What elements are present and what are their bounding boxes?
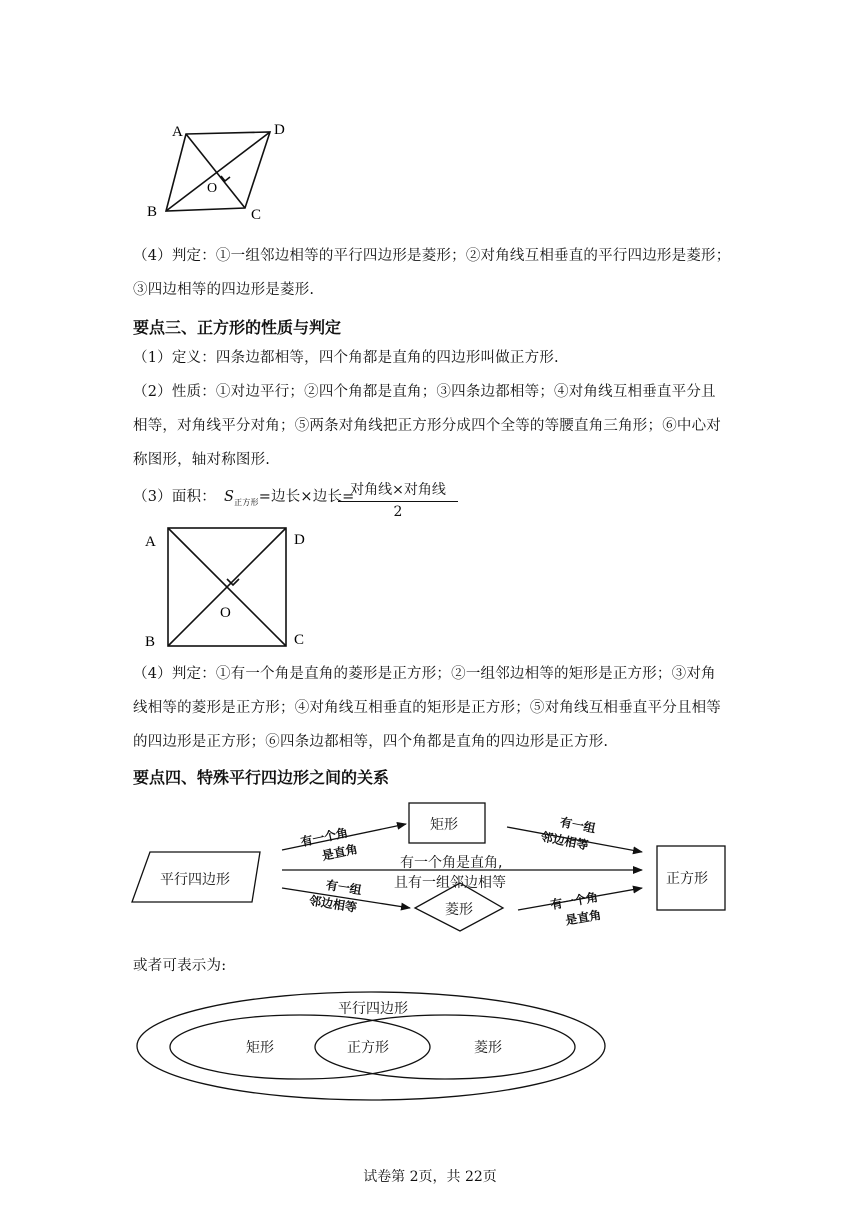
label-b: B [147,204,158,220]
arrow-mid-label-2: 且有一组邻边相等 [394,875,506,891]
area-s: S [223,489,235,505]
square-definition: （1）定义：四条边都相等，四个角都是直角的四边形叫做正方形. [133,350,559,366]
square-property-line1: （2）性质：①对边平行；②四个角都是直角；③四条边都相等；④对角线互相垂直平分且 [133,384,716,400]
area-mid: =边长×边长= [258,489,355,505]
label-a: A [172,124,183,140]
arrow-top-right-label-2: 邻边相等 [539,829,590,853]
square-judge-line1: （4）判定：①有一个角是直角的菱形是正方形；②一组邻边相等的矩形是正方形；③对角 [133,666,716,682]
square-judge-line3: 的四边形是正方形；⑥四条边都相等，四个角都是直角的四边形是正方形. [133,734,609,750]
arrow-mid-label-1: 有一个角是直角, [400,855,503,871]
venn-left-label: 矩形 [246,1041,274,1056]
section3-title: 要点三、正方形的性质与判定 [133,318,342,337]
venn-diagram [130,990,630,1105]
square-label: 正方形 [666,871,708,887]
area-sub: 正方形 [234,497,259,507]
arrow-bottom-right-label-2: 是直角 [564,907,603,928]
rectangle-label: 矩形 [430,817,458,833]
arrow-top-left-label-1: 有一个角 [299,825,350,850]
square-figure [140,522,320,652]
area-prefix: （3）面积： [133,489,216,505]
rhombus-judge-line1: （4）判定：①一组邻边相等的平行四边形是菱形；②对角线互相垂直的平行四边形是菱形； [133,248,731,264]
rhombus-figure [140,118,300,226]
arrow-top-left-label-2: 是直角 [320,841,359,864]
page-footer: 试卷第 2页，共 22页 [363,1169,497,1185]
arrow-bottom-right-label-1: 有一个角 [549,889,600,913]
area-numerator: 对角线×对角线 [338,479,458,502]
square-property-line2: 相等，对角线平分对角；⑤两条对角线把正方形分成四个全等的等腰直角三角形；⑥中心对 [133,418,721,434]
label-b: B [145,634,156,650]
venn-left-ellipse [170,1015,430,1079]
venn-outer-label: 平行四边形 [338,1002,408,1017]
venn-center-label: 正方形 [347,1041,389,1056]
area-denominator: 2 [393,504,403,520]
label-c: C [251,207,262,223]
label-d: D [274,122,285,138]
relationship-flow-diagram [130,794,730,934]
rhombus-judge-line2: ③四边相等的四边形是菱形. [133,282,315,298]
area-fraction [338,479,458,520]
section4-title: 要点四、特殊平行四边形之间的关系 [133,768,390,787]
square-judge-line2: 线相等的菱形是正方形；④对角线互相垂直的矩形是正方形；⑤对角线互相垂直平分且相等 [133,700,721,716]
label-d: D [294,532,305,548]
arrow-top-right-label-1: 有一组 [558,815,597,836]
rhombus-label: 菱形 [445,902,473,918]
arrow-bottom-left-label-2: 邻边相等 [308,893,358,915]
arrow-bottom-left-label-1: 有一组 [324,877,363,898]
diagonal-bd [166,132,270,211]
diagonal-ac [186,134,245,208]
label-o: O [220,605,231,621]
square-property-line3: 称图形，轴对称图形. [133,452,271,468]
venn-right-label: 菱形 [474,1041,502,1056]
label-o: O [207,181,218,196]
label-a: A [145,534,156,550]
or-text: 或者可表示为: [133,958,227,974]
parallelogram-label: 平行四边形 [160,872,230,888]
label-c: C [294,632,305,648]
